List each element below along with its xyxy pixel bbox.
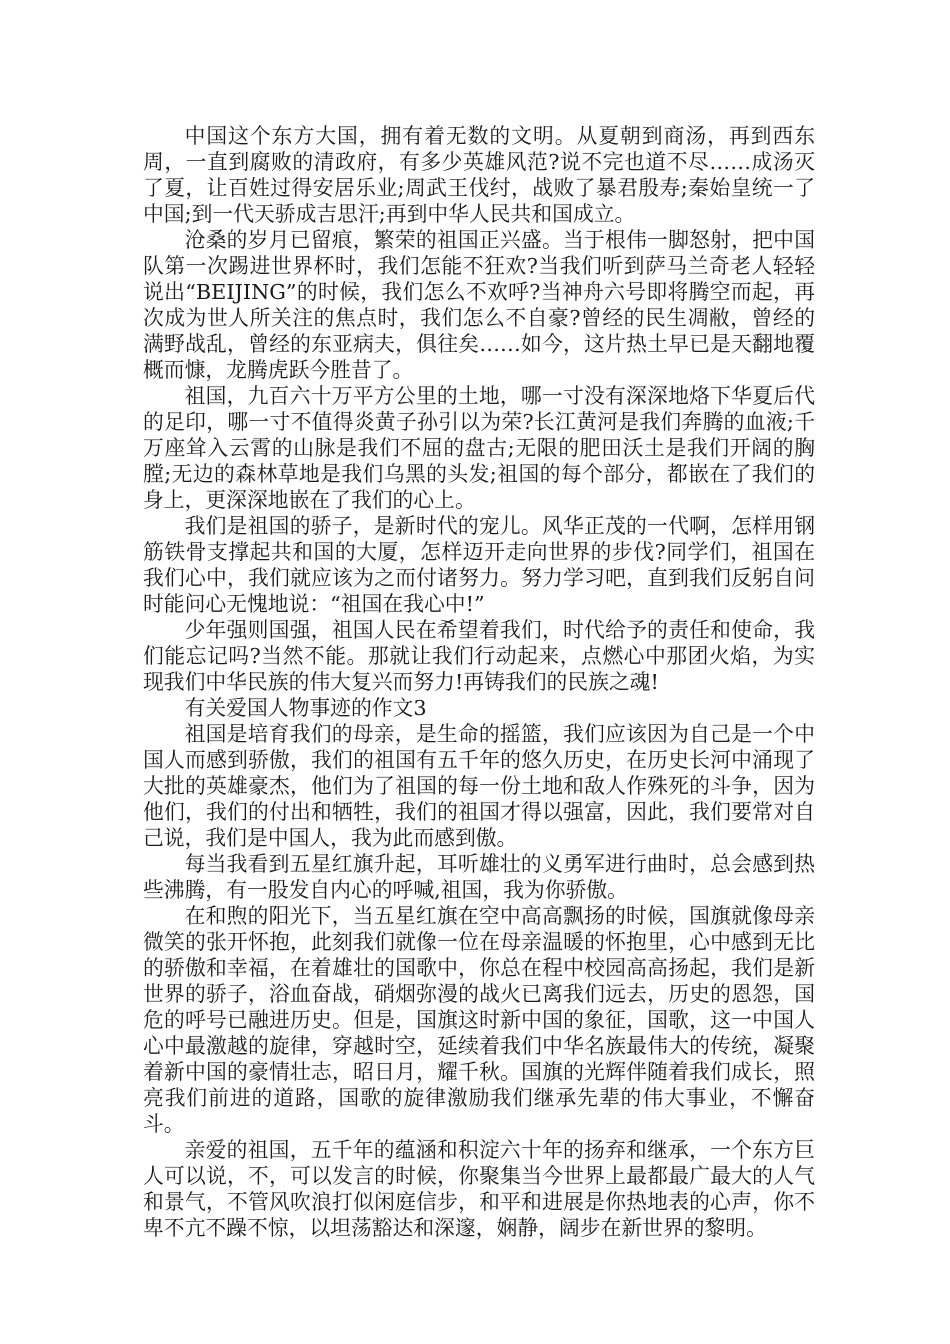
document-page	[143, 123, 815, 1241]
paragraph-dear-motherland: 亲爱的祖国，五千年的蕴涵和积淀六十年的扬弃和继承，一个东方巨人可以说，不，可以发言的时候，你聚集当今世界上最都最广最大的人气和景气，不管风吹浪打似闲庭信步，和平和进展是你热地表的心声，你不卑不亢不躁不惊，以坦荡豁达和深邃，娴静，阔步在新世界的黎明。	[143, 1138, 815, 1240]
paragraph-dynasties: 中国这个东方大国，拥有着无数的文明。从夏朝到商汤，再到西东周，一直到腐败的清政府，有多少英雄风范?说不完也道不尽……成汤灭了夏，让百姓过得安居乐业;周武王伐纣，战败了暴君殷寿;秦始皇统一了中国;到一代天骄成吉思汗;再到中华人民共和国成立。	[143, 124, 815, 226]
paragraph-youth-strength: 少年强则国强，祖国人民在希望着我们，时代给予的责任和使命，我们能忘记吗?当然不能。那就让我们行动起来，点燃心中那团火焰，为实现我们中华民族的伟大复兴而努力!再铸我们的民族之魂!	[143, 618, 815, 694]
paragraph-new-generation: 我们是祖国的骄子，是新时代的宠儿。风华正茂的一代啊，怎样用钢筋铁骨支撑起共和国的大厦，怎样迈开走向世界的步伐?同学们，祖国在我们心中，我们就应该为之而付诸努力。努力学习吧，直到我们反躬自问时能问心无愧地说：“祖国在我心中!”	[143, 514, 815, 616]
paragraph-prosperity: 沧桑的岁月已留痕，繁荣的祖国正兴盛。当于根伟一脚怒射，把中国队第一次踢进世界杯时，我们怎能不狂欢?当我们听到萨马兰奇老人轻轻说出“BEIJING”的时候，我们怎么不欢呼?当神舟六号即将腾空而起，再次成为世人所关注的焦点时，我们怎么不自豪?曾经的民生凋敝，曾经的满野战乱，曾经的东亚病夫，俱往矣……如今，这片热土早已是天翻地覆概而慷，龙腾虎跃今胜昔了。	[143, 228, 815, 382]
paragraph-motherland-mother: 祖国是培育我们的母亲，是生命的摇篮，我们应该因为自己是一个中国人而感到骄傲，我们的祖国有五千年的悠久历史，在历史长河中涌现了大批的英雄豪杰，他们为了祖国的每一份土地和敌人作殊死的斗争，因为他们，我们的付出和牺牲，我们的祖国才得以强富，因此，我们要常对自己说，我们是中国人，我为此而感到傲。	[143, 722, 815, 850]
paragraph-flag-raising: 每当我看到五星红旗升起，耳听雄壮的义勇军进行曲时，总会感到热些沸腾，有一股发自内心的呼喊,祖国，我为你骄傲。	[143, 852, 815, 902]
paragraph-territory: 祖国，九百六十万平方公里的土地，哪一寸没有深深地烙下华夏后代的足印，哪一寸不值得炎黄子孙引以为荣?长江黄河是我们奔腾的血液;千万座耸入云霄的山脉是我们不屈的盘古;无限的肥田沃土是我们开阔的胸膛;无边的森林草地是我们乌黑的头发;祖国的每个部分，都嵌在了我们的身上，更深深地嵌在了我们的心上。	[143, 384, 815, 512]
section-heading: 有关爱国人物事迹的作文3	[184, 696, 427, 720]
paragraph-flag-and-anthem: 在和煦的阳光下，当五星红旗在空中高高飘扬的时候，国旗就像母亲微笑的张开怀抱，此刻我们就像一位在母亲温暖的怀抱里，心中感到无比的骄傲和幸福，在着雄壮的国歌中，你总在程中校园高高扬起，我们是新世界的骄子，浴血奋战，硝烟弥漫的战火已离我们远去，历史的恩怨，国危的呼号已融进历史。但是，国旗这时新中国的象征，国歌，这一中国人心中最激越的旋律，穿越时空，延续着我们中华名族最伟大的传统，凝聚着新中国的豪情壮志，昭日月，耀千秋。国旗的光辉伴随着我们成长，照亮我们前进的道路，国歌的旋律激励我们继承先辈的伟大事业，不懈奋斗。	[143, 904, 815, 1136]
